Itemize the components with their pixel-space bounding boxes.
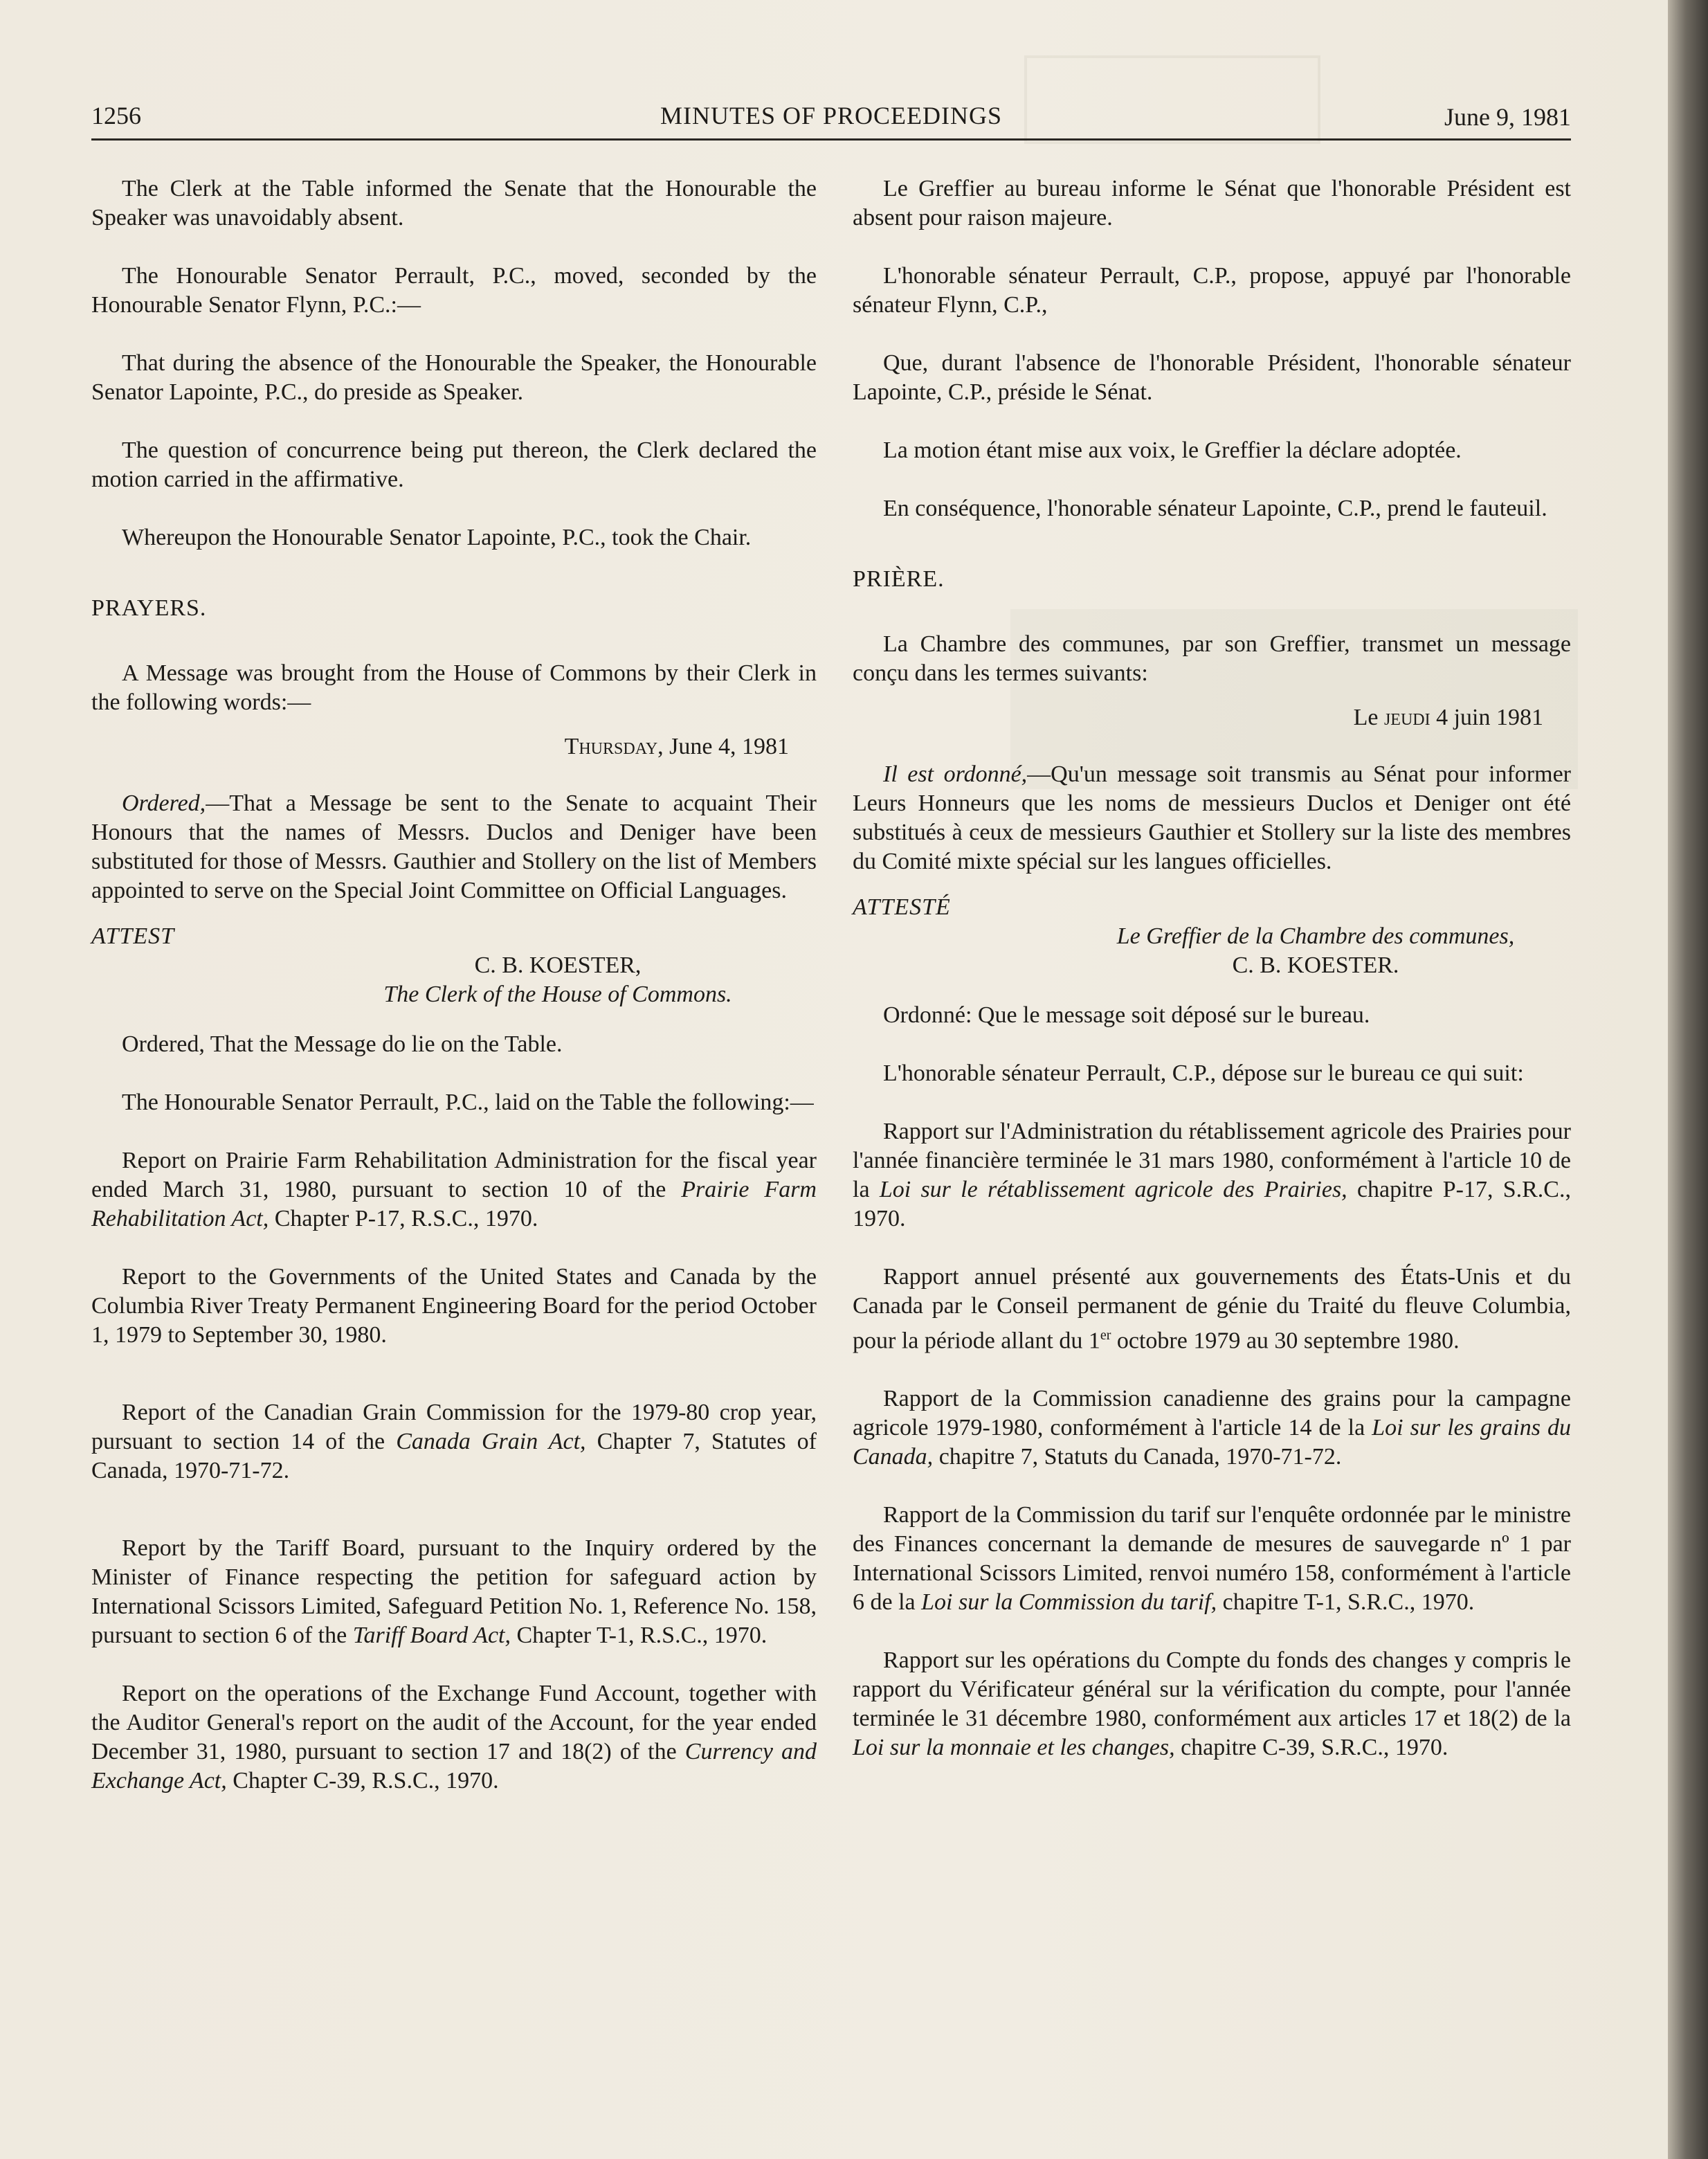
paragraph: L'honorable sénateur Perrault, C.P., propose, appuyé par l'honorable sénateur Flynn, C.P.,	[853, 263, 1571, 318]
signature-block	[91, 951, 817, 1009]
section-heading: PRIÈRE.	[853, 566, 945, 592]
paragraph: Ordered, That the Message do lie on the Table.	[122, 1031, 563, 1057]
paragraph: The question of concurrence being put thereon, the Clerk declared the motion carried in the affirmative.	[91, 437, 817, 492]
paragraph: La Chambre des communes, par son Greffier, transmet un message conçu dans les termes suivants:	[853, 631, 1571, 686]
report-text: Rapport sur les opérations du Compte du fonds des changes y compris le rapport du Vérificateur général sur la vérification du compte, pour l'année terminée le 31 décembre 1980, conformément aux articles 17 et 18(2) de la	[853, 1647, 1571, 1732]
attest-label: ATTEST	[91, 923, 175, 949]
report-text: chapitre 7, Statuts du Canada, 1970-71-72.	[933, 1444, 1342, 1470]
act-title: Loi sur la monnaie et les changes,	[853, 1735, 1175, 1761]
ordered-label: Il est ordonné,	[883, 761, 1028, 787]
act-title: Currency and Exchange Act,	[91, 1739, 817, 1794]
report-text: Report of the Canadian Grain Commission for the 1979-80 crop year, pursuant to section 14 of the	[91, 1400, 817, 1454]
english-column	[91, 174, 817, 1825]
book-spine-shadow	[1668, 0, 1708, 2159]
signature-block	[853, 922, 1571, 980]
report-text: octobre 1979 au 30 septembre 1980.	[1111, 1328, 1460, 1354]
report-item	[853, 1263, 1571, 1355]
header-date: June 9, 1981	[1444, 103, 1571, 131]
paragraph: The Honourable Senator Perrault, P.C., moved, seconded by the Honourable Senator Flynn, P.C.:—	[91, 263, 817, 318]
dateline-rest: , June 4, 1981	[657, 734, 789, 759]
act-title: Canada Grain Act,	[396, 1429, 586, 1454]
paragraph: Whereupon the Honourable Senator Lapointe, P.C., took the Chair.	[122, 525, 752, 550]
page-number: 1256	[91, 102, 141, 129]
message-paragraph	[91, 789, 817, 905]
paragraph: Le Greffier au bureau informe le Sénat que l'honorable Président est absent pour raison majeure.	[853, 176, 1571, 231]
report-text: Rapport de la Commission du tarif sur l'enquête ordonnée par le ministre des Finances concernant la demande de mesures de sauvegarde nº 1 par International Scissors Limited, renvoi numéro 158, conformément à l'article 6 de la	[853, 1502, 1571, 1616]
attest-label: ATTESTÉ	[853, 894, 951, 920]
signatory-title: The Clerk of the House of Commons.	[383, 982, 732, 1007]
report-item	[853, 1501, 1571, 1617]
act-title: Loi sur les grains du Canada,	[853, 1415, 1571, 1470]
report-item	[91, 1146, 817, 1234]
ordered-label: Ordered,	[122, 791, 206, 816]
report-text: Chapter T-1, R.S.C., 1970.	[511, 1623, 767, 1648]
running-title: MINUTES OF PROCEEDINGS	[660, 102, 1003, 129]
report-item	[853, 1117, 1571, 1234]
paragraph: That during the absence of the Honourable the Speaker, the Honourable Senator Lapointe, P.C., do preside as Speaker.	[91, 350, 817, 405]
dateline-day: jeudi	[1383, 705, 1430, 730]
paragraph: En conséquence, l'honorable sénateur Lapointe, C.P., prend le fauteuil.	[883, 496, 1547, 521]
french-column	[853, 174, 1571, 1791]
report-text: Rapport de la Commission canadienne des grains pour la campagne agricole 1979-1980, conformément à l'article 14 de la	[853, 1386, 1571, 1441]
message-paragraph	[853, 760, 1571, 876]
message-text: —That a Message be sent to the Senate to acquaint Their Honours that the names of Messrs. Duclos and Deniger have been substituted for those of Messrs. Gauthier and Stollery on the list of Members appointed to serve on the Special Joint Committee on Official Languages.	[91, 791, 817, 903]
signatory-title: Le Greffier de la Chambre des communes,	[1116, 923, 1515, 949]
report-item	[91, 1398, 817, 1485]
paragraph: L'honorable sénateur Perrault, C.P., dépose sur le bureau ce qui suit:	[883, 1060, 1524, 1086]
report-item	[853, 1646, 1571, 1762]
report-text: chapitre P-17, S.R.C., 1970.	[853, 1177, 1571, 1231]
signatory-name: C. B. KOESTER,	[474, 952, 642, 978]
dateline-rest: 4 juin 1981	[1430, 705, 1543, 730]
report-text: Chapter C-39, R.S.C., 1970.	[226, 1768, 499, 1794]
paragraph: A Message was brought from the House of Commons by their Clerk in the following words:—	[91, 660, 817, 715]
paragraph: The Clerk at the Table informed the Senate that the Honourable the Speaker was unavoidably absent.	[91, 176, 817, 231]
dateline-day: Thursday	[564, 734, 658, 759]
paragraph: The Honourable Senator Perrault, P.C., laid on the Table the following:—	[122, 1090, 814, 1115]
report-item: Report to the Governments of the United States and Canada by the Columbia River Treaty Permanent Engineering Board for the period October 1, 1979 to September 30, 1980.	[91, 1264, 817, 1348]
act-title: Loi sur le rétablissement agricole des Prairies,	[879, 1177, 1347, 1202]
report-text: Rapport sur l'Administration du rétablissement agricole des Prairies pour l'année financière terminée le 31 mars 1980, conformément à l'article 10 de la	[853, 1119, 1571, 1202]
report-text: Report by the Tariff Board, pursuant to the Inquiry ordered by the Minister of Finance respecting the petition for safeguard action by International Scissors Limited, Safeguard Petition No. 1, Reference No. 158, pursuant to section 6 of the	[91, 1535, 817, 1648]
message-text: —Qu'un message soit transmis au Sénat pour informer Leurs Honneurs que les noms de messieurs Duclos et Deniger ont été substitués à ceux de messieurs Gauthier et Stollery sur la liste des membres du Comité mixte spécial sur les langues officielles.	[853, 761, 1571, 874]
superscript: er	[1100, 1328, 1111, 1343]
signatory-name: C. B. KOESTER.	[1232, 952, 1399, 978]
message-dateline	[91, 732, 789, 761]
dateline-prefix: Le	[1353, 705, 1384, 730]
paragraph: Ordonné: Que le message soit déposé sur le bureau.	[883, 1002, 1370, 1028]
page-header	[91, 97, 1571, 141]
report-item	[91, 1534, 817, 1650]
report-text: Report on the operations of the Exchange Fund Account, together with the Auditor General's report on the audit of the Account, for the year ended December 31, 1980, pursuant to section 17 and 18(2) of the	[91, 1681, 817, 1764]
report-item	[853, 1384, 1571, 1472]
act-title: Tariff Board Act,	[352, 1623, 511, 1648]
report-item	[91, 1679, 817, 1796]
paragraph: La motion étant mise aux voix, le Greffier la déclare adoptée.	[883, 437, 1462, 463]
paragraph: Que, durant l'absence de l'honorable Président, l'honorable sénateur Lapointe, C.P., préside le Sénat.	[853, 350, 1571, 405]
report-text: Rapport annuel présenté aux gouvernements des États-Unis et du Canada par le Conseil permanent de génie du Traité du fleuve Columbia, pour la période allant du 1	[853, 1264, 1571, 1354]
report-text: Chapter P-17, R.S.C., 1970.	[269, 1206, 538, 1231]
report-text: Chapter 7, Statutes of Canada, 1970-71-72.	[91, 1429, 817, 1483]
report-text: chapitre T-1, S.R.C., 1970.	[1217, 1589, 1475, 1616]
act-title: Prairie Farm Rehabilitation Act,	[91, 1177, 817, 1231]
report-text: chapitre C-39, S.R.C., 1970.	[1174, 1735, 1448, 1761]
message-dateline	[853, 703, 1543, 732]
section-heading: PRAYERS.	[91, 595, 207, 621]
report-text: Report on Prairie Farm Rehabilitation Administration for the fiscal year ended March 31, 1980, pursuant to section 10 of the	[91, 1148, 817, 1202]
act-title: Loi sur la Commission du tarif,	[921, 1589, 1217, 1616]
